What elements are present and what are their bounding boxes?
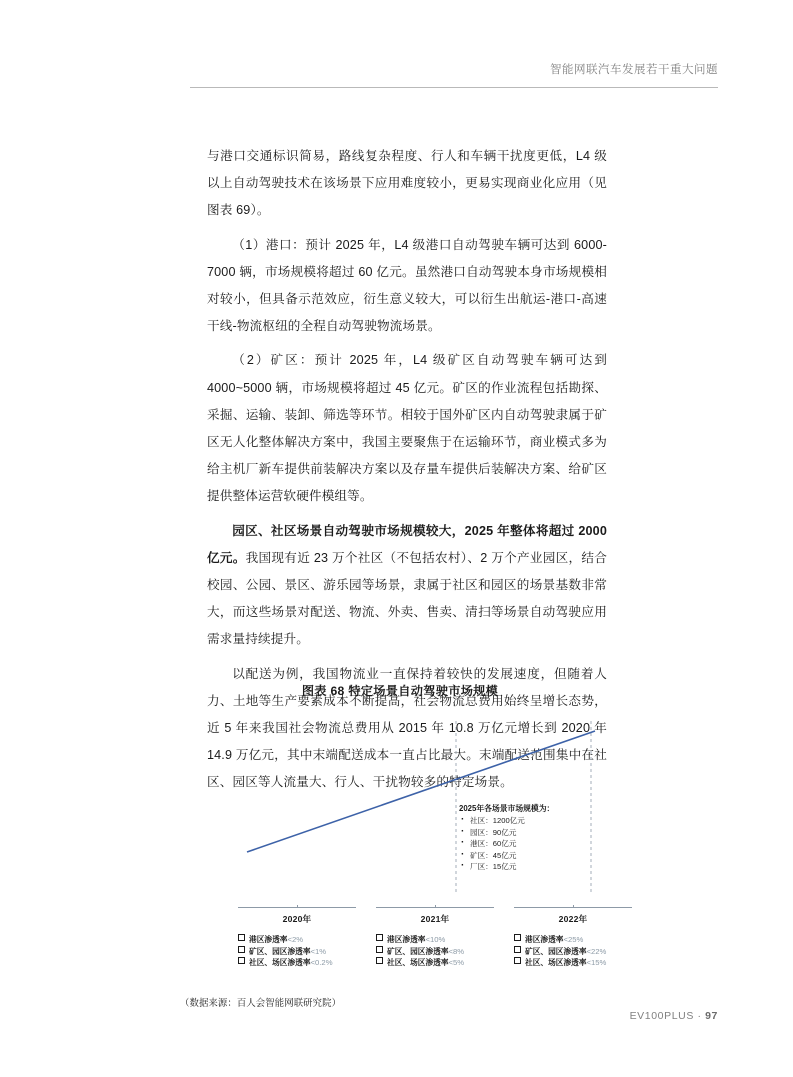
legend-item	[376, 934, 494, 946]
legend-list-2022	[514, 934, 632, 969]
axis-tick-2020	[297, 905, 298, 908]
legend-label: 社区、场区渗透率	[387, 958, 449, 968]
page-header	[190, 60, 718, 94]
legend-item	[514, 934, 632, 946]
page-footer	[190, 1010, 718, 1022]
legend-marker-icon	[376, 957, 383, 964]
legend-item	[376, 957, 494, 969]
axis-segment-2022	[514, 907, 632, 908]
paragraph-port: （1）港口：预计 2025 年，L4 级港口自动驾驶车辆可达到 6000-7000 辆，市场规模将超过 60 亿元。虽然港口自动驾驶本身市场规模相对较小，但具备示范效应，衍生意义较大，可以衍生出航运-港口-高速干线-物流枢纽的全程自动驾驶物流场景。	[207, 237, 607, 334]
annotation-box	[459, 803, 554, 872]
axis-label-2022: 2022年	[558, 914, 588, 924]
legend-label: 港区渗透率	[387, 935, 426, 944]
axis-segment-2020	[238, 907, 356, 908]
figure-68	[180, 682, 620, 1009]
legend-value: <1%	[310, 946, 327, 956]
legend-label: 港区渗透率	[249, 935, 288, 944]
annotation-heading: 2025年各场景市场规模为：	[459, 804, 555, 813]
paragraph-park-community-bold: 园区、社区场景自动驾驶市场规模较大，2025 年整体将超过 2000 亿元。	[207, 523, 607, 565]
legend-item	[238, 934, 356, 946]
chart-area	[180, 713, 620, 905]
axis-tick-2021	[435, 905, 436, 908]
legend-value: <10%	[425, 935, 446, 944]
legend-value: <22%	[586, 946, 607, 956]
annotation-item: · 矿区：45亿元	[459, 850, 554, 861]
footer-page-number: 97	[705, 1010, 718, 1022]
legend-marker-icon	[514, 946, 521, 953]
legend-value: <5%	[448, 958, 465, 968]
legend-item	[238, 957, 356, 969]
legend-label: 矿区、园区渗透率	[525, 946, 587, 956]
axis-label-2021: 2021年	[420, 914, 450, 924]
annotation-item: · 港区：60亿元	[459, 838, 554, 849]
legend-marker-icon	[238, 934, 245, 941]
legend-marker-icon	[376, 946, 383, 953]
legend-item	[376, 946, 494, 958]
legend-value: <8%	[448, 946, 465, 956]
legend-marker-icon	[238, 946, 245, 953]
year-group-2020	[238, 907, 356, 969]
annotation-list	[459, 815, 554, 872]
paragraph-park-community-rest: 我国现有近 23 万个社区（不包括农村）、2 万个产业园区，结合校园、公园、景区、游乐园等场景，隶属于社区和园区的场景基数非常大，而这些场景对配送、物流、外卖、售卖、清扫等场景自动驾驶应用需求量持续提升。	[207, 550, 607, 647]
figure-title: 图表 68 特定场景自动驾驶市场规模	[301, 684, 499, 698]
legend-value: <2%	[287, 935, 304, 944]
legend-marker-icon	[514, 934, 521, 941]
annotation-item: · 园区：90亿元	[459, 827, 554, 838]
axis-label-2020: 2020年	[282, 914, 312, 924]
legend-marker-icon	[238, 957, 245, 964]
footer-separator: ·	[697, 1010, 702, 1022]
legend-value: <0.2%	[310, 958, 333, 968]
legend-item	[514, 946, 632, 958]
legend-list-2021	[376, 934, 494, 969]
year-group-2022	[514, 907, 632, 969]
footer-brand: EV100PLUS	[629, 1010, 694, 1022]
legend-label: 矿区、园区渗透率	[249, 946, 311, 956]
paragraph-intro: 与港口交通标识简易，路线复杂程度、行人和车辆干扰度更低，L4 级以上自动驾驶技术在该场景下应用难度较小，更易实现商业化应用（见图表 69）。	[207, 149, 607, 218]
paragraph-park-community	[207, 518, 607, 654]
year-group-2021	[376, 907, 494, 969]
annotation-item: · 厂区：15亿元	[459, 861, 554, 872]
legend-item	[514, 957, 632, 969]
legend-label: 社区、场区渗透率	[249, 958, 311, 968]
paragraph-delivery: 以配送为例，我国物流业一直保持着较快的发展速度，但随着人力、土地等生产要素成本不断提高，社会物流总费用始终呈增长态势，近 5 年来我国社会物流总费用从 2015 年 10.8 万亿元增长到 2020 年 14.9 万亿元，其中末端配送成本一直占比最大。末端配送范围集中在社区、园区等人流量大、行人、干扰物较多的特定场景。	[207, 666, 607, 790]
axis-tick-2022	[573, 905, 574, 908]
legend-value: <25%	[563, 935, 584, 944]
annotation-item: · 社区：1200亿元	[459, 815, 554, 826]
legend-label: 港区渗透率	[525, 935, 564, 944]
axis-legend-row	[180, 907, 620, 969]
legend-label: 社区、场区渗透率	[525, 958, 587, 968]
header-title: 智能网联汽车发展若干重大问题	[550, 64, 718, 76]
legend-list-2020	[238, 934, 356, 969]
figure-source: （数据来源：百人会智能网联研究院）	[180, 997, 342, 1008]
axis-segment-2021	[376, 907, 494, 908]
legend-marker-icon	[376, 934, 383, 941]
legend-item	[238, 946, 356, 958]
legend-value: <15%	[586, 958, 607, 968]
legend-label: 矿区、园区渗透率	[387, 946, 449, 956]
header-divider	[190, 87, 718, 88]
paragraph-mine: （2）矿区：预计 2025 年，L4 级矿区自动驾驶车辆可达到 4000~5000 辆，市场规模将超过 45 亿元。矿区的作业流程包括勘探、采掘、运输、装卸、筛选等环节。相较于国外矿区内自动驾驶隶属于矿区无人化整体解决方案中，我国主要聚焦于在运输环节，商业模式多为给主机厂新车提供前装解决方案以及存量车提供后装解决方案、给矿区提供整体运营软硬件模组等。	[207, 353, 607, 504]
legend-marker-icon	[514, 957, 521, 964]
